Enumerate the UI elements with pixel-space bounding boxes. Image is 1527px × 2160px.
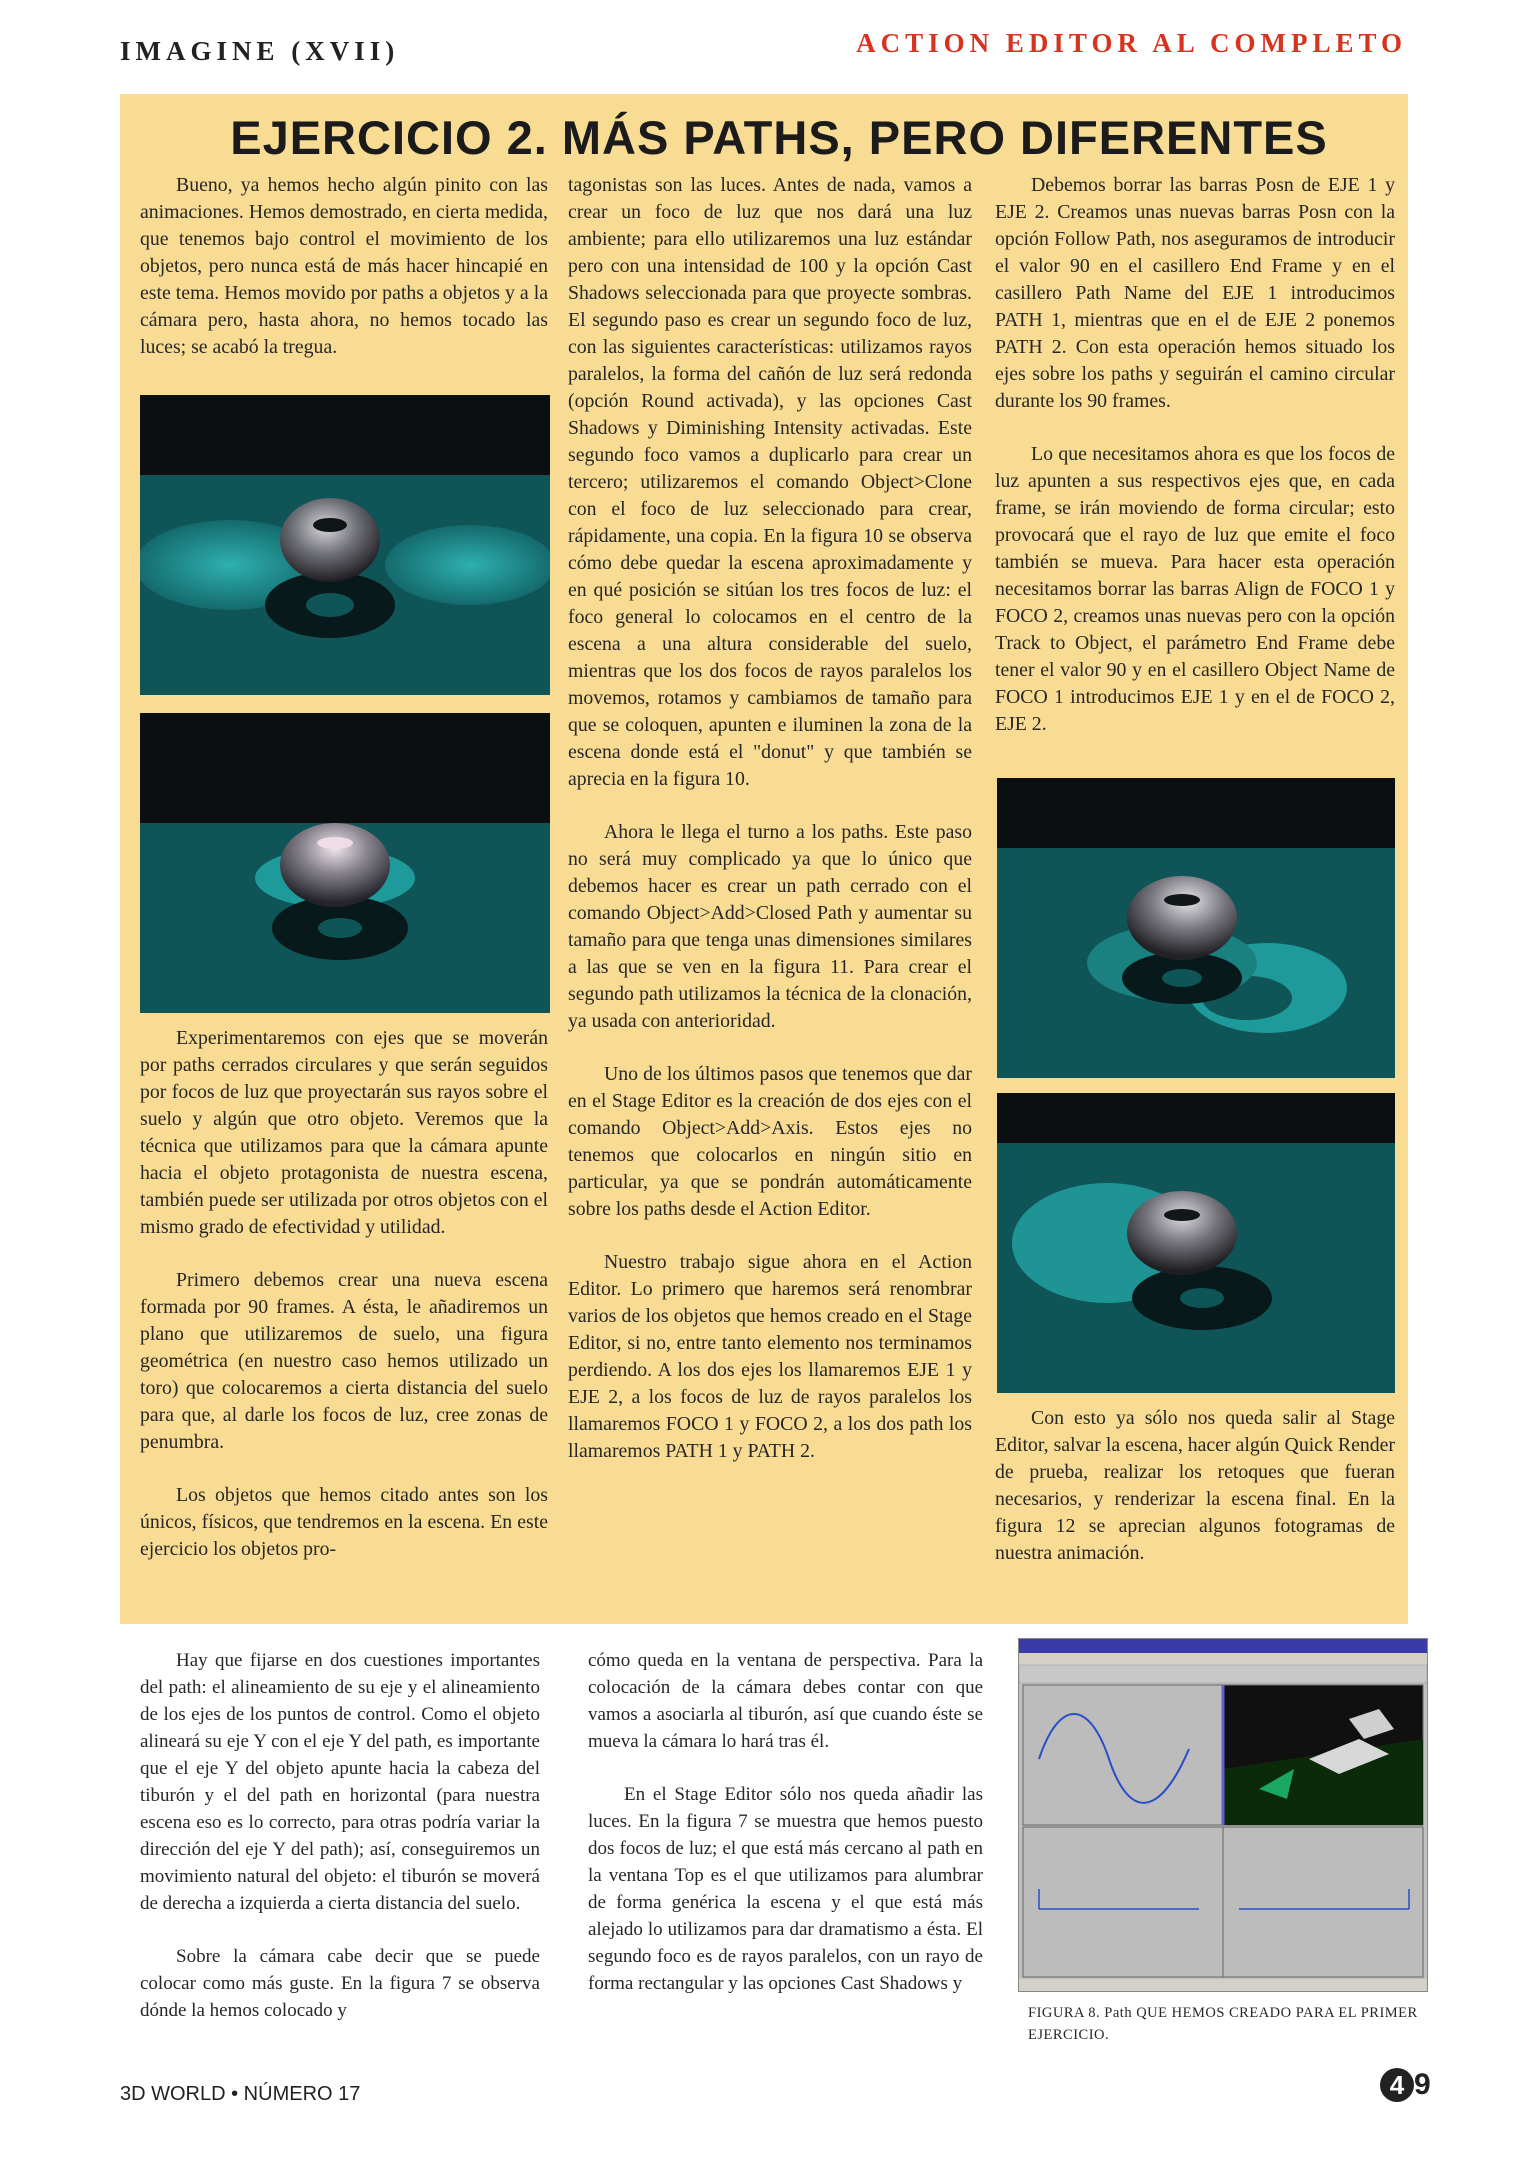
paragraph: Hay que fijarse en dos cuestiones importantes del path: el alineamiento de su eje y el alineamiento de los ejes de los puntos de control. Como el objeto alineará su eje Y con el eje Y del path, es importante que el eje Y del objeto apunte hacia la cabeza del tiburón y el del path en horizontal (para nuestra escena eso es lo correcto, para otras podría variar la dirección del eje Y del path); así, conseguiremos un movimiento natural del objeto: el tiburón se moverá de derecha a izquierda a cierta distancia del suelo. — [140, 1650, 540, 1914]
box-column-3-top — [995, 172, 1395, 764]
paragraph: cómo queda en la ventana de perspectiva. Para la colocación de la cámara debes contar con que vamos a asociarla al tiburón, así que cuando éste se mueva la cámara lo hará tras él. — [588, 1650, 983, 1752]
figure-8-caption: FIGURA 8. Path QUE HEMOS CREADO PARA EL PRIMER EJERCICIO. — [1028, 2005, 1418, 2043]
page-number-circle: 4 — [1380, 2068, 1414, 2102]
paragraph: Con esto ya sólo nos queda salir al Stage Editor, salvar la escena, hacer algún Quick Render de prueba, realizar los retoques que fueran necesarios, y renderizar la escena final. En la figura 12 se aprecian algunos fotogramas de nuestra animación. — [995, 1407, 1395, 1564]
paragraph: Los objetos que hemos citado antes son los únicos, físicos, que tendremos en la escena. En este ejercicio los objetos pro- — [140, 1484, 548, 1560]
paragraph: Uno de los últimos pasos que tenemos que dar en el Stage Editor es la creación de dos ejes con el comando Object>Add>Axis. Estos ejes no tenemos que colocarlos en ningún sitio en particular, ya que se pondrán automáticamente sobre los paths desde el Action Editor. — [568, 1063, 972, 1220]
paragraph: Nuestro trabajo sigue ahora en el Action Editor. Lo primero que haremos será renombrar varios de los objetos que hemos creado en el Stage Editor, si no, entre tanto elemento nos terminamos perdiendo. A los dos ejes los llamaremos EJE 1 y EJE 2, a los focos de luz de rayos paralelos los llamaremos FOCO 1 y FOCO 2, a los dos path los llamaremos PATH 1 y PATH 2. — [568, 1251, 972, 1462]
exercise-title: EJERCICIO 2. MÁS PATHS, PERO DIFERENTES — [230, 111, 1328, 164]
paragraph: En el Stage Editor sólo nos queda añadir las luces. En la figura 7 se muestra que hemos puesto dos focos de luz; el que está más cercano al path en la ventana Top es el que utilizamos para alumbrar de forma genérica la escena y el que está más alejado lo utilizamos para dar dramatismo a ésta. El segundo foco es de rayos paralelos, con un rayo de forma rectangular y las opciones Cast Shadows y — [588, 1784, 983, 1994]
paragraph: Ahora le llega el turno a los paths. Este paso no será muy complicado ya que lo único que debemos hacer es crear un path cerrado con el comando Object>Add>Closed Path y aumentar su tamaño para que tenga unas dimensiones similares a las que se ven en la figura 11. Para crear el segundo path utilizamos la técnica de la clonación, ya usada con anterioridad. — [568, 821, 972, 1032]
render-figure-2 — [140, 713, 550, 1013]
paragraph: Bueno, ya hemos hecho algún pinito con las animaciones. Hemos demostrado, en cierta medida, que tenemos bajo control el movimiento de los objetos, pero nunca está de más hacer hincapié en este tema. Hemos movido por paths a objetos y a la cámara pero, hasta ahora, no hemos tocado las luces; se acabó la tregua. — [140, 174, 548, 358]
render-figure-3 — [997, 778, 1395, 1078]
paragraph: tagonistas son las luces. Antes de nada, vamos a crear un foco de luz que nos dará una luz ambiente; para ello utilizaremos una luz estándar pero con una intensidad de 100 y la opción Cast Shadows seleccionada para que proyecte sombras. El segundo paso es crear un segundo foco de luz, con las siguientes características: utilizamos rayos paralelos, la forma del cañón de luz será redonda (opción Round activada), y las opciones Cast Shadows y Diminishing Intensity activadas. Este segundo foco vamos a duplicarlo para crear un tercero; utilizaremos el comando Object>Clone con el foco de luz seleccionado para crear, rápidamente, una copia. En la figura 10 se observa cómo debe quedar la escena aproximadamente y en qué posición se sitúan los tres focos de luz: el foco general lo colocamos en el centro de la escena a una altura considerable del suelo, mientras que los dos focos de rayos paralelos los movemos, rotamos y cambiamos de tamaño para que se coloquen, apunten e iluminen la zona de la escena donde está el "donut" y que también se aprecia en la figura 10. — [568, 174, 972, 790]
paragraph: Sobre la cámara cabe decir que se puede colocar como más guste. En la figura 7 se observa dónde la hemos colocado y — [140, 1946, 540, 2021]
box-column-3-bottom — [995, 1405, 1395, 1593]
footer-magazine: 3D WORLD • NÚMERO 17 — [120, 2083, 361, 2105]
bottom-column-2 — [588, 1647, 983, 2023]
box-column-2 — [568, 172, 972, 1491]
page-number — [1380, 2068, 1431, 2102]
render-figure-1 — [140, 395, 550, 695]
paragraph: Lo que necesitamos ahora es que los focos de luz apunten a sus respectivos ejes que, en cada frame, se irán moviendo de forma circular; esto provocará que el rayo de luz que emite el foco también se mueva. Para hacer esta operación necesitamos borrar las barras Align de FOCO 1 y FOCO 2, creamos unas nuevas pero con la opción Track to Object, el parámetro End Frame debe tener el valor 90 y en el casillero Object Name de FOCO 1 introducimos EJE 1 y en el de FOCO 2, EJE 2. — [995, 443, 1395, 735]
paragraph: Debemos borrar las barras Posn de EJE 1 y EJE 2. Creamos unas nuevas barras Posn con la opción Follow Path, nos aseguramos de introducir el valor 90 en el casillero End Frame y en el casillero Path Name del EJE 1 introducimos PATH 1, mientras que en el de EJE 2 ponemos PATH 2. Con esta operación hemos situado los ejes sobre los paths y seguirán el camino circular durante los 90 frames. — [995, 174, 1395, 412]
page-number-rest: 9 — [1414, 2068, 1431, 2101]
paragraph: Primero debemos crear una nueva escena formada por 90 frames. A ésta, le añadiremos un plano que utilizaremos de suelo, una figura geométrica (en nuestro caso hemos utilizado un toro) que colocaremos a cierta distancia del suelo para que, al darle los focos de luz, cree zonas de penumbra. — [140, 1269, 548, 1453]
figure-8-screenshot — [1018, 1638, 1428, 1992]
box-column-1-top — [140, 172, 548, 387]
running-header-left: IMAGINE (XVII) — [120, 36, 400, 66]
paragraph: Experimentaremos con ejes que se moverán por paths cerrados circulares y que serán seguidos por focos de luz que proyectarán sus rayos sobre el suelo y algún que otro objeto. Veremos que la técnica que utilizamos para que la cámara apunte hacia el objeto protagonista de nuestra escena, también puede ser utilizada por otros objetos con el mismo grado de efectividad y utilidad. — [140, 1027, 548, 1238]
render-figure-4 — [997, 1093, 1395, 1393]
box-column-1-bottom — [140, 1025, 548, 1589]
running-header-right: ACTION EDITOR AL COMPLETO — [856, 28, 1407, 58]
bottom-column-1 — [140, 1647, 540, 2050]
